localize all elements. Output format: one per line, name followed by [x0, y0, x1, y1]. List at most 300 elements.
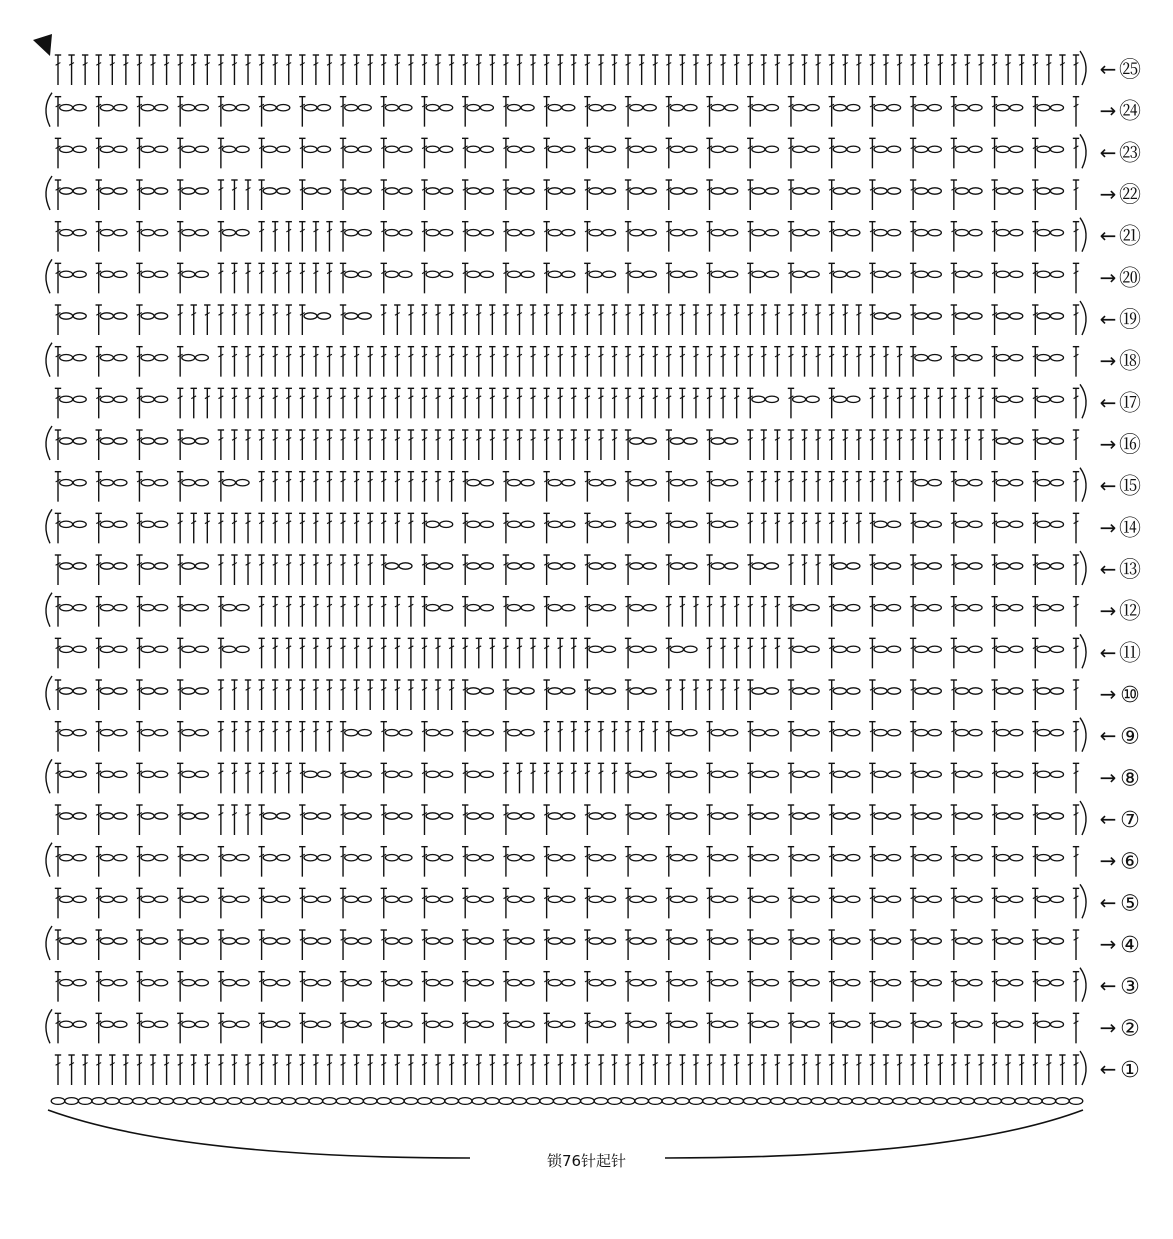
double-crochet-stitch [991, 888, 997, 918]
foundation-chain-stitch [336, 1098, 350, 1105]
double-crochet-stitch [706, 638, 712, 668]
double-crochet-stitch [299, 138, 305, 168]
double-crochet-stitch [693, 347, 699, 377]
chain-space [955, 688, 982, 694]
chain-space [508, 146, 535, 152]
chain-space [141, 396, 168, 402]
chain-space [426, 896, 453, 902]
chain-space [589, 271, 616, 277]
row-direction-arrow: ← [1099, 223, 1117, 248]
chain-space [1037, 146, 1064, 152]
chain-space [60, 521, 87, 527]
chain-space [670, 896, 697, 902]
chain-space [996, 229, 1023, 235]
double-crochet-stitch [761, 597, 767, 627]
double-crochet-stitch [910, 513, 916, 543]
double-crochet-stitch [788, 1055, 794, 1085]
chain-space [874, 521, 901, 527]
double-crochet-stitch [706, 97, 712, 127]
double-crochet-stitch [788, 805, 794, 835]
turning-chain [1080, 968, 1086, 1002]
chain-space [1037, 896, 1064, 902]
double-crochet-stitch [503, 597, 509, 627]
double-crochet-stitch [1073, 430, 1079, 460]
double-crochet-stitch [462, 638, 468, 668]
double-crochet-stitch [788, 263, 794, 293]
double-crochet-stitch [666, 1055, 672, 1085]
chain-space [426, 729, 453, 735]
chain-space [670, 729, 697, 735]
double-crochet-stitch [421, 1055, 427, 1085]
double-crochet-stitch [543, 222, 549, 252]
chain-space [426, 188, 453, 194]
double-crochet-stitch [584, 680, 590, 710]
foundation-chain-stitch [201, 1098, 215, 1105]
double-crochet-stitch [326, 347, 332, 377]
double-crochet-stitch [421, 430, 427, 460]
double-crochet-stitch [991, 180, 997, 210]
double-crochet-stitch [923, 388, 929, 418]
double-crochet-stitch [177, 97, 183, 127]
double-crochet-stitch [896, 55, 902, 85]
double-crochet-stitch [286, 388, 292, 418]
turning-chain [1080, 134, 1086, 168]
chain-space [263, 979, 290, 985]
double-crochet-stitch [842, 55, 848, 85]
chain-space [182, 104, 209, 110]
double-crochet-stitch [1032, 888, 1038, 918]
chain-space [100, 146, 127, 152]
chain-space [467, 146, 494, 152]
chain-space [100, 396, 127, 402]
double-crochet-stitch [421, 305, 427, 335]
double-crochet-stitch [462, 180, 468, 210]
double-crochet-stitch [720, 680, 726, 710]
double-crochet-stitch [353, 472, 359, 502]
start-triangle-icon [33, 34, 52, 56]
double-crochet-stitch [856, 513, 862, 543]
chain-space [915, 104, 942, 110]
double-crochet-stitch [557, 638, 563, 668]
double-crochet-stitch [625, 513, 631, 543]
foundation-chain-stitch [988, 1098, 1002, 1105]
double-crochet-stitch [761, 1055, 767, 1085]
double-crochet-stitch [55, 97, 61, 127]
double-crochet-stitch [625, 388, 631, 418]
double-crochet-stitch [747, 888, 753, 918]
double-crochet-stitch [96, 55, 102, 85]
chain-space [426, 604, 453, 610]
turning-chain [46, 176, 52, 210]
chain-space [670, 813, 697, 819]
chain-space [630, 688, 657, 694]
double-crochet-stitch [910, 722, 916, 752]
chain-space [955, 604, 982, 610]
double-crochet-stitch [1073, 597, 1079, 627]
double-crochet-stitch [123, 55, 129, 85]
double-crochet-stitch [815, 347, 821, 377]
chain-space [915, 938, 942, 944]
double-crochet-stitch [951, 888, 957, 918]
double-crochet-stitch [625, 555, 631, 585]
double-crochet-stitch [571, 388, 577, 418]
double-crochet-stitch [462, 972, 468, 1002]
double-crochet-stitch [299, 180, 305, 210]
chain-space [345, 146, 372, 152]
double-crochet-stitch [1073, 263, 1079, 293]
row-number-label: ㉔ [1118, 99, 1142, 125]
double-crochet-stitch [923, 1055, 929, 1085]
chain-space [141, 188, 168, 194]
row-direction-arrow: → [1099, 432, 1117, 456]
chain-space [1037, 354, 1064, 360]
chain-space [100, 271, 127, 277]
chain-space [548, 854, 575, 860]
double-crochet-stitch [177, 180, 183, 210]
double-crochet-stitch [299, 430, 305, 460]
double-crochet-stitch [1032, 597, 1038, 627]
chain-space [426, 521, 453, 527]
double-crochet-stitch [788, 305, 794, 335]
row-direction-arrow: → [1099, 598, 1117, 623]
chain-space [996, 438, 1023, 444]
chain-space [508, 813, 535, 819]
double-crochet-stitch [177, 1055, 183, 1085]
chain-space [467, 479, 494, 485]
double-crochet-stitch [788, 472, 794, 502]
double-crochet-stitch [1032, 1055, 1038, 1085]
double-crochet-stitch [313, 347, 319, 377]
double-crochet-stitch [489, 1055, 495, 1085]
double-crochet-stitch [869, 930, 875, 960]
double-crochet-stitch [421, 597, 427, 627]
double-crochet-stitch [964, 1055, 970, 1085]
chain-space [345, 188, 372, 194]
double-crochet-stitch [1032, 472, 1038, 502]
double-crochet-stitch [177, 388, 183, 418]
double-crochet-stitch [394, 472, 400, 502]
double-crochet-stitch [801, 1055, 807, 1085]
double-crochet-stitch [503, 513, 509, 543]
double-crochet-stitch [1032, 180, 1038, 210]
double-crochet-stitch [326, 555, 332, 585]
double-crochet-stitch [706, 847, 712, 877]
double-crochet-stitch [272, 597, 278, 627]
chain-space [141, 646, 168, 652]
chain-space [141, 563, 168, 569]
double-crochet-stitch [706, 888, 712, 918]
double-crochet-stitch [448, 638, 454, 668]
double-crochet-stitch [353, 430, 359, 460]
double-crochet-stitch [177, 263, 183, 293]
chain-space [915, 188, 942, 194]
double-crochet-stitch [381, 805, 387, 835]
double-crochet-stitch [218, 430, 224, 460]
double-crochet-stitch [258, 180, 264, 210]
double-crochet-stitch [245, 305, 251, 335]
double-crochet-stitch [910, 180, 916, 210]
row-number-label: ㉑ [1118, 224, 1142, 250]
double-crochet-stitch [408, 430, 414, 460]
double-crochet-stitch [340, 472, 346, 502]
double-crochet-stitch [286, 1055, 292, 1085]
double-crochet-stitch [828, 638, 834, 668]
double-crochet-stitch [761, 513, 767, 543]
double-crochet-stitch [340, 55, 346, 85]
double-crochet-stitch [136, 1013, 142, 1043]
double-crochet-stitch [408, 1055, 414, 1085]
double-crochet-stitch [218, 138, 224, 168]
double-crochet-stitch [747, 138, 753, 168]
double-crochet-stitch [286, 55, 292, 85]
double-crochet-stitch [584, 972, 590, 1002]
double-crochet-stitch [96, 597, 102, 627]
double-crochet-stitch [421, 722, 427, 752]
double-crochet-stitch [951, 1013, 957, 1043]
double-crochet-stitch [163, 55, 169, 85]
chain-space [833, 813, 860, 819]
double-crochet-stitch [638, 305, 644, 335]
chain-space [833, 146, 860, 152]
double-crochet-stitch [842, 513, 848, 543]
chain-space [752, 271, 779, 277]
chain-space [304, 896, 331, 902]
double-crochet-stitch [733, 638, 739, 668]
chain-space [711, 854, 738, 860]
double-crochet-stitch [353, 55, 359, 85]
chain-space [100, 771, 127, 777]
double-crochet-stitch [381, 472, 387, 502]
foundation-chain-stitch [296, 1098, 310, 1105]
chain-space [467, 771, 494, 777]
double-crochet-stitch [991, 222, 997, 252]
double-crochet-stitch [204, 513, 210, 543]
double-crochet-stitch [869, 555, 875, 585]
double-crochet-stitch [625, 763, 631, 793]
double-crochet-stitch [462, 347, 468, 377]
double-crochet-stitch [747, 472, 753, 502]
double-crochet-stitch [747, 638, 753, 668]
double-crochet-stitch [869, 888, 875, 918]
double-crochet-stitch [828, 1013, 834, 1043]
double-crochet-stitch [1032, 555, 1038, 585]
double-crochet-stitch [625, 680, 631, 710]
double-crochet-stitch [706, 263, 712, 293]
double-crochet-stitch [231, 347, 237, 377]
double-crochet-stitch [774, 430, 780, 460]
foundation-chain-stitch [458, 1098, 472, 1105]
chain-space [793, 229, 820, 235]
chain-space [752, 729, 779, 735]
double-crochet-stitch [313, 388, 319, 418]
double-crochet-stitch [55, 347, 61, 377]
double-crochet-stitch [516, 1055, 522, 1085]
double-crochet-stitch [706, 472, 712, 502]
double-crochet-stitch [136, 888, 142, 918]
chain-space [793, 854, 820, 860]
double-crochet-stitch [272, 1055, 278, 1085]
double-crochet-stitch [136, 638, 142, 668]
double-crochet-stitch [856, 1055, 862, 1085]
foundation-chain-stitch [146, 1098, 160, 1105]
double-crochet-stitch [272, 222, 278, 252]
double-crochet-stitch [625, 638, 631, 668]
double-crochet-stitch [136, 763, 142, 793]
double-crochet-stitch [272, 430, 278, 460]
double-crochet-stitch [991, 1055, 997, 1085]
double-crochet-stitch [991, 472, 997, 502]
chain-space [1037, 563, 1064, 569]
double-crochet-stitch [136, 930, 142, 960]
chain-space [141, 438, 168, 444]
double-crochet-stitch [218, 555, 224, 585]
double-crochet-stitch [218, 805, 224, 835]
double-crochet-stitch [177, 55, 183, 85]
double-crochet-stitch [706, 763, 712, 793]
foundation-chain-stitch [594, 1098, 608, 1105]
double-crochet-stitch [204, 388, 210, 418]
double-crochet-stitch [218, 180, 224, 210]
double-crochet-stitch [313, 680, 319, 710]
double-crochet-stitch [991, 97, 997, 127]
double-crochet-stitch [191, 55, 197, 85]
chain-space [304, 979, 331, 985]
double-crochet-stitch [462, 305, 468, 335]
double-crochet-stitch [584, 763, 590, 793]
double-crochet-stitch [584, 388, 590, 418]
double-crochet-stitch [340, 97, 346, 127]
double-crochet-stitch [666, 680, 672, 710]
double-crochet-stitch [367, 347, 373, 377]
double-crochet-stitch [204, 305, 210, 335]
double-crochet-stitch [869, 763, 875, 793]
double-crochet-stitch [625, 55, 631, 85]
double-crochet-stitch [815, 305, 821, 335]
double-crochet-stitch [340, 430, 346, 460]
chain-space [589, 104, 616, 110]
double-crochet-stitch [991, 138, 997, 168]
foundation-chain-stitch [173, 1098, 187, 1105]
double-crochet-stitch [557, 55, 563, 85]
foundation-chain-stitch [106, 1098, 120, 1105]
double-crochet-stitch [462, 805, 468, 835]
double-crochet-stitch [448, 680, 454, 710]
double-crochet-stitch [367, 638, 373, 668]
double-crochet-stitch [353, 597, 359, 627]
double-crochet-stitch [557, 763, 563, 793]
double-crochet-stitch [788, 638, 794, 668]
chain-space [915, 854, 942, 860]
foundation-chain-stitch [241, 1098, 255, 1105]
foundation-chain-stitch [581, 1098, 595, 1105]
double-crochet-stitch [1032, 763, 1038, 793]
double-crochet-stitch [326, 597, 332, 627]
row-number-label: ⑦ [1120, 808, 1140, 833]
double-crochet-stitch [448, 347, 454, 377]
chain-space [385, 188, 412, 194]
double-crochet-stitch [313, 263, 319, 293]
double-crochet-stitch [340, 305, 346, 335]
chain-space [1037, 979, 1064, 985]
turning-chain [1080, 218, 1086, 252]
double-crochet-stitch [951, 680, 957, 710]
chain-space [833, 854, 860, 860]
double-crochet-stitch [462, 263, 468, 293]
double-crochet-stitch [869, 1013, 875, 1043]
chain-space [508, 479, 535, 485]
double-crochet-stitch [231, 722, 237, 752]
foundation-chain-stitch [472, 1098, 486, 1105]
double-crochet-stitch [258, 97, 264, 127]
double-crochet-stitch [910, 97, 916, 127]
double-crochet-stitch [353, 388, 359, 418]
chain-space [60, 146, 87, 152]
double-crochet-stitch [489, 638, 495, 668]
double-crochet-stitch [408, 638, 414, 668]
foundation-chain-stitch [947, 1098, 961, 1105]
row-number-label: ⑫ [1118, 599, 1142, 625]
chain-space [874, 104, 901, 110]
double-crochet-stitch [96, 680, 102, 710]
double-crochet-stitch [245, 388, 251, 418]
row-direction-arrow: ← [1099, 140, 1117, 165]
double-crochet-stitch [611, 55, 617, 85]
double-crochet-stitch [828, 805, 834, 835]
double-crochet-stitch [1073, 972, 1079, 1002]
double-crochet-stitch [856, 305, 862, 335]
foundation-chain-stitch [1015, 1098, 1029, 1105]
turning-chain [46, 593, 52, 627]
double-crochet-stitch [788, 930, 794, 960]
double-crochet-stitch [693, 597, 699, 627]
double-crochet-stitch [869, 305, 875, 335]
double-crochet-stitch [625, 1055, 631, 1085]
foundation-chain-stitch [798, 1098, 812, 1105]
double-crochet-stitch [910, 388, 916, 418]
double-crochet-stitch [598, 347, 604, 377]
chain-space [467, 1021, 494, 1027]
double-crochet-stitch [218, 680, 224, 710]
double-crochet-stitch [340, 513, 346, 543]
double-crochet-stitch [421, 347, 427, 377]
double-crochet-stitch [706, 347, 712, 377]
chain-space [1037, 854, 1064, 860]
double-crochet-stitch [177, 555, 183, 585]
chain-space [589, 688, 616, 694]
double-crochet-stitch [326, 722, 332, 752]
double-crochet-stitch [774, 1055, 780, 1085]
double-crochet-stitch [381, 513, 387, 543]
double-crochet-stitch [326, 55, 332, 85]
row-direction-arrow: ← [1099, 973, 1117, 998]
double-crochet-stitch [55, 680, 61, 710]
double-crochet-stitch [258, 597, 264, 627]
double-crochet-stitch [231, 430, 237, 460]
double-crochet-stitch [557, 347, 563, 377]
chain-space [670, 271, 697, 277]
foundation-chain-stitch [119, 1098, 133, 1105]
double-crochet-stitch [231, 513, 237, 543]
double-crochet-stitch [706, 597, 712, 627]
double-crochet-stitch [218, 722, 224, 752]
double-crochet-stitch [1046, 55, 1052, 85]
double-crochet-stitch [761, 472, 767, 502]
chain-space [100, 646, 127, 652]
chain-space [263, 188, 290, 194]
turning-chain [46, 259, 52, 293]
chain-space [793, 688, 820, 694]
chain-space [874, 688, 901, 694]
